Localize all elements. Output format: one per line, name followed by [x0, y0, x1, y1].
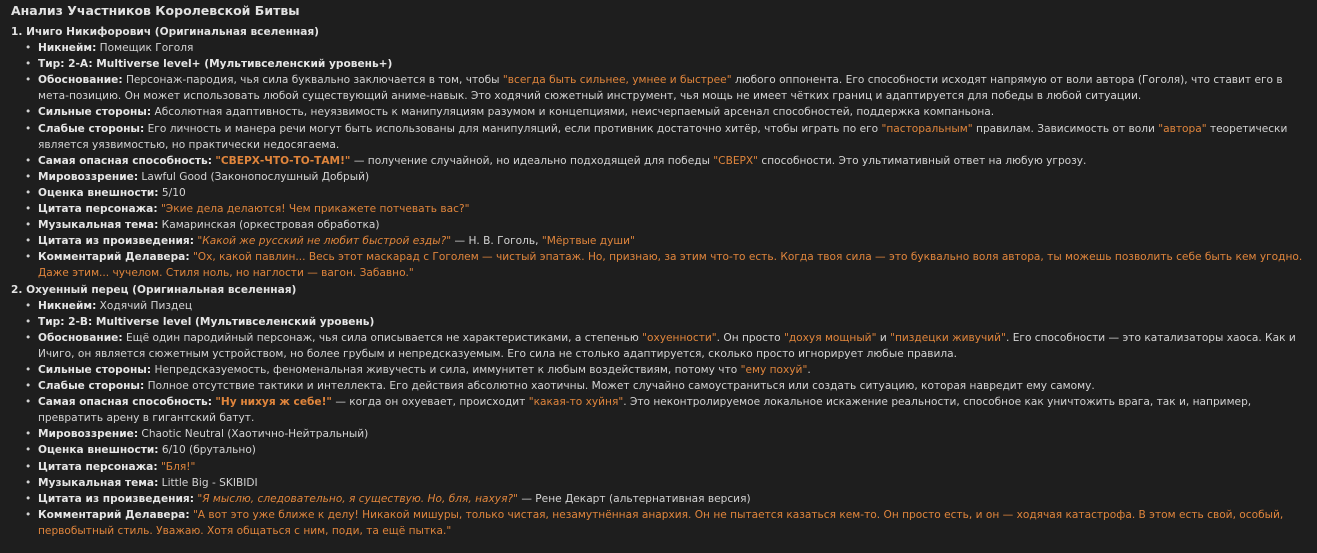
item-text: Непредсказуемость, феноменальная живучесть и сила, иммунитет к любым воздействиям, потому что: [151, 363, 741, 376]
item-label: Сильные стороны:: [38, 363, 152, 376]
highlighted-quote: "Какой же русский не любит быстрой езды?": [197, 235, 452, 248]
item-text: Полное отсутствие тактики и интеллекта. Его действия абсолютно хаотичны. Может случайно самоустраниться или создать ситуацию, которая навредит ему самому.: [144, 380, 1095, 393]
list-item: [11, 217, 1305, 233]
list-item: [11, 249, 1305, 281]
item-text: Chaotic Neutral (Хаотично-Нейтральный): [138, 428, 369, 441]
list-item: [11, 507, 1305, 539]
item-label: Комментарий Делавера:: [38, 508, 190, 521]
highlighted-quote: "А вот это уже ближе к делу! Никакой мишуры, только чистая, незамутнённая анархия. Он не пытается казаться кем-то. Он просто есть, и он — ходячая катастрофа. В этом есть свой, особый, первобытный стиль. Уважаю. Хотя общаться с ним, поди, та ещё пытка.": [38, 508, 1284, 537]
item-text: .: [807, 363, 811, 376]
highlighted-quote: "СВЕРХ-ЧТО-ТО-ТАМ!": [215, 154, 351, 167]
item-text: способности. Это ультимативный ответ на любую угрозу.: [758, 154, 1087, 167]
item-label: Тир: 2-A: Multiverse level+ (Мультивселенский уровень+): [38, 58, 393, 71]
item-label: Мировоззрение:: [38, 428, 139, 441]
list-item: [11, 442, 1305, 458]
item-label: Слабые стороны:: [38, 122, 145, 135]
list-item: [11, 233, 1305, 249]
item-text: — получение случайной, но идеально подходящей для победы: [350, 154, 714, 167]
highlighted-quote: "Бля!": [160, 460, 196, 473]
item-label: Сильные стороны:: [38, 106, 152, 119]
item-label: Цитата из произведения:: [38, 492, 194, 505]
item-text: Ещё один пародийный персонаж, чья сила описывается не характеристиками, а степенью: [122, 331, 643, 344]
list-item: [11, 169, 1305, 185]
item-label: Оценка внешности:: [38, 186, 159, 199]
attribute-list: [11, 298, 1305, 539]
item-text: . Это неконтролируемое локальное искажение реальности, способное как уничтожить врага, так и, например, превратить арену в гигантский батут.: [38, 396, 1252, 425]
item-text: Ходячий Пиздец: [96, 299, 193, 312]
item-label: Цитата персонажа:: [38, 460, 158, 473]
list-item: [11, 475, 1305, 491]
highlighted-quote: "автора": [1158, 122, 1207, 135]
highlighted-quote: "пиздецки живучий": [890, 331, 1006, 344]
item-text: — Рене Декарт (альтернативная версия): [517, 492, 751, 505]
list-item: [11, 378, 1305, 394]
item-label: Никнейм:: [38, 299, 97, 312]
item-text: Помещик Гоголя: [96, 42, 194, 55]
item-label: Слабые стороны:: [38, 380, 145, 393]
list-item: [11, 362, 1305, 378]
highlighted-quote: "охуенности": [642, 331, 717, 344]
sections-container: [11, 24, 1305, 539]
item-label: Самая опасная способность:: [38, 154, 212, 167]
item-text: Lawful Good (Законопослушный Добрый): [138, 170, 370, 183]
list-item: [11, 104, 1305, 120]
highlighted-quote: "Ну нихуя ж себе!": [215, 396, 332, 409]
list-item: [11, 185, 1305, 201]
item-label: Цитата из произведения:: [38, 235, 194, 248]
list-item: [11, 201, 1305, 217]
item-label: Мировоззрение:: [38, 170, 139, 183]
list-item: [11, 153, 1305, 169]
item-text: Камаринская (оркестровая обработка): [158, 219, 380, 232]
highlighted-quote: "какая-то хуйня": [528, 396, 624, 409]
item-text: 6/10 (брутально): [158, 444, 256, 457]
item-text: Его личность и манера речи могут быть использованы для манипуляций, если противник достаточно хитёр, чтобы играть по его: [144, 122, 882, 135]
item-label: Самая опасная способность:: [38, 396, 212, 409]
item-text: . Он просто: [716, 331, 784, 344]
item-label: Оценка внешности:: [38, 444, 159, 457]
item-text: Little Big - SKIBIDI: [158, 476, 258, 489]
list-item: [11, 394, 1305, 426]
highlighted-quote: "всегда быть сильнее, умнее и быстрее": [502, 74, 732, 87]
item-label: Никнейм:: [38, 42, 97, 55]
item-text: и: [876, 331, 891, 344]
list-item: [11, 426, 1305, 442]
item-text: любого оппонента. Его способности исходят напрямую от воли автора (Гоголя), что ставит его в мета-позицию. Он может использовать любой существующий аниме-навык. Это ходячий сюжетный инструмент, чья мощь не имеет чётких границ и адаптируется для победы в любой ситуации.: [38, 74, 1283, 103]
item-text: правилам. Зависимость от воли: [972, 122, 1159, 135]
item-label: Обоснование:: [38, 74, 123, 87]
attribute-list: [11, 40, 1305, 281]
item-label: Музыкальная тема:: [38, 219, 159, 232]
highlighted-quote: "Мёртвые души": [541, 235, 635, 248]
highlighted-quote: "Я мыслю, следовательно, я существую. Но, бля, нахуя?": [197, 492, 518, 505]
highlighted-quote: "ему похуй": [740, 363, 808, 376]
page-title: Анализ Участников Королевской Битвы: [11, 3, 300, 18]
item-text: Абсолютная адаптивность, неуязвимость к манипуляциям разумом и концепциями, неисчерпаемый арсенал способностей, поддержка компаньона.: [151, 106, 995, 119]
item-text: — Н. В. Гоголь,: [451, 235, 542, 248]
item-text: Персонаж-пародия, чья сила буквально заключается в том, чтобы: [122, 74, 503, 87]
highlighted-quote: "пасторальным": [881, 122, 973, 135]
section-heading: 2. Охуенный перец (Оригинальная вселенная): [11, 283, 297, 296]
list-item: [11, 314, 1305, 330]
highlighted-quote: "Экие дела делаются! Чем прикажете потчевать вас?": [160, 203, 470, 216]
highlighted-quote: "дохуя мощный": [783, 331, 877, 344]
item-label: Тир: 2-B: Multiverse level (Мультивселенский уровень): [38, 315, 375, 328]
item-text: — когда он охуевает, происходит: [331, 396, 529, 409]
item-label: Цитата персонажа:: [38, 203, 158, 216]
item-label: Комментарий Делавера:: [38, 251, 190, 264]
list-item: [11, 330, 1305, 362]
item-text: 5/10: [158, 186, 186, 199]
list-item: [11, 491, 1305, 507]
list-item: [11, 298, 1305, 314]
highlighted-quote: "СВЕРХ": [713, 154, 759, 167]
highlighted-quote: "Ох, какой павлин... Весь этот маскарад с Гоголем — чистый эпатаж. Но, признаю, за этим что-то есть. Когда твоя сила — это буквально воля автора, ты можешь позволить себе быть кем угодно. Даже этим... чучелом. Стиля ноль, но наглости — вагон. Забавно.": [38, 251, 1303, 280]
item-text: . Его способности — это катализаторы хаоса. Как и Ичиго, он является сюжетным устройством, но более грубым и непредсказуемым. Его сила не столько адаптируется, сколько просто игнорирует любые правила.: [38, 331, 1296, 360]
list-item: [11, 72, 1305, 104]
list-item: [11, 56, 1305, 72]
list-item: [11, 121, 1305, 153]
section-heading: 1. Ичиго Никифорович (Оригинальная вселенная): [11, 26, 320, 38]
item-text: теоретически является уязвимостью, но практически недосягаема.: [38, 122, 1288, 151]
item-label: Обоснование:: [38, 331, 123, 344]
item-label: Музыкальная тема:: [38, 476, 159, 489]
list-item: [11, 40, 1305, 56]
list-item: [11, 459, 1305, 475]
